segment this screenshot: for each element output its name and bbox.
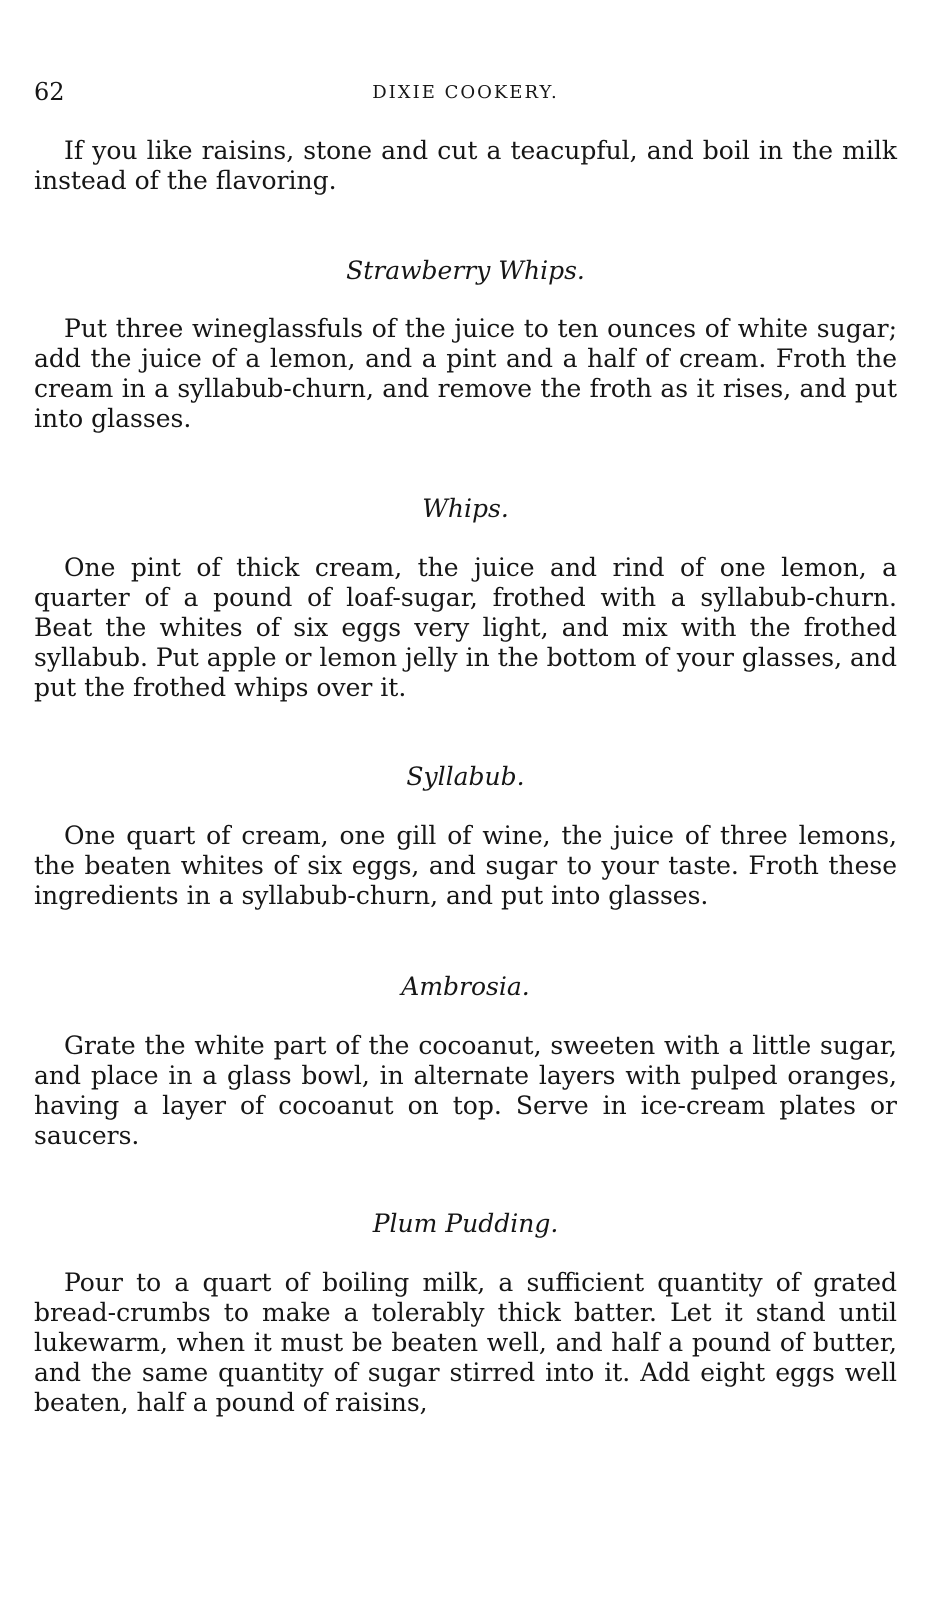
- recipe-text-plum-pudding: Pour to a quart of boiling milk, a sufficient quantity of grated bread-crumbs to make a tolerably thick batter. Let it stand until lukewarm, when it must be beaten well, and half a pound of butter, and the same quantity of sugar stirred into it. Add eight eggs well beaten, half a pound of raisins,: [34, 1268, 897, 1417]
- running-head: [34, 78, 897, 110]
- recipe-text-strawberry-whips: Put three wineglassfuls of the juice to ten ounces of white sugar; add the juice of a lemon, and a pint and a half of cream. Froth the cream in a syllabub-churn, and remove the froth as it rises, and put into glasses.: [34, 314, 897, 433]
- page-number: 62: [34, 78, 65, 106]
- book-title: DIXIE COOKERY.: [372, 82, 559, 103]
- intro-paragraph: If you like raisins, stone and cut a teacupful, and boil in the milk instead of the flavoring.: [34, 136, 897, 195]
- recipe-title-ambrosia: Ambrosia.: [401, 972, 530, 1001]
- recipe-text-syllabub: One quart of cream, one gill of wine, the juice of three lemons, the beaten whites of six eggs, and sugar to your taste. Froth these ingredients in a syllabub-churn, and put into glasses.: [34, 821, 897, 910]
- recipe-title-syllabub: Syllabub.: [406, 762, 525, 791]
- recipe-title-strawberry-whips: Strawberry Whips.: [346, 256, 585, 285]
- recipe-text-ambrosia: Grate the white part of the cocoanut, sweeten with a little sugar, and place in a glass bowl, in alternate layers with pulped oranges, having a layer of cocoanut on top. Serve in ice-cream plates or saucers.: [34, 1031, 897, 1150]
- recipe-text-whips: One pint of thick cream, the juice and rind of one lemon, a quarter of a pound of loaf-sugar, frothed with a syllabub-churn. Beat the whites of six eggs very light, and mix with the frothed syllabub. Put apple or lemon jelly in the bottom of your glasses, and put the frothed whips over it.: [34, 553, 897, 702]
- recipe-title-plum-pudding: Plum Pudding.: [372, 1209, 559, 1238]
- recipe-title-whips: Whips.: [422, 494, 509, 523]
